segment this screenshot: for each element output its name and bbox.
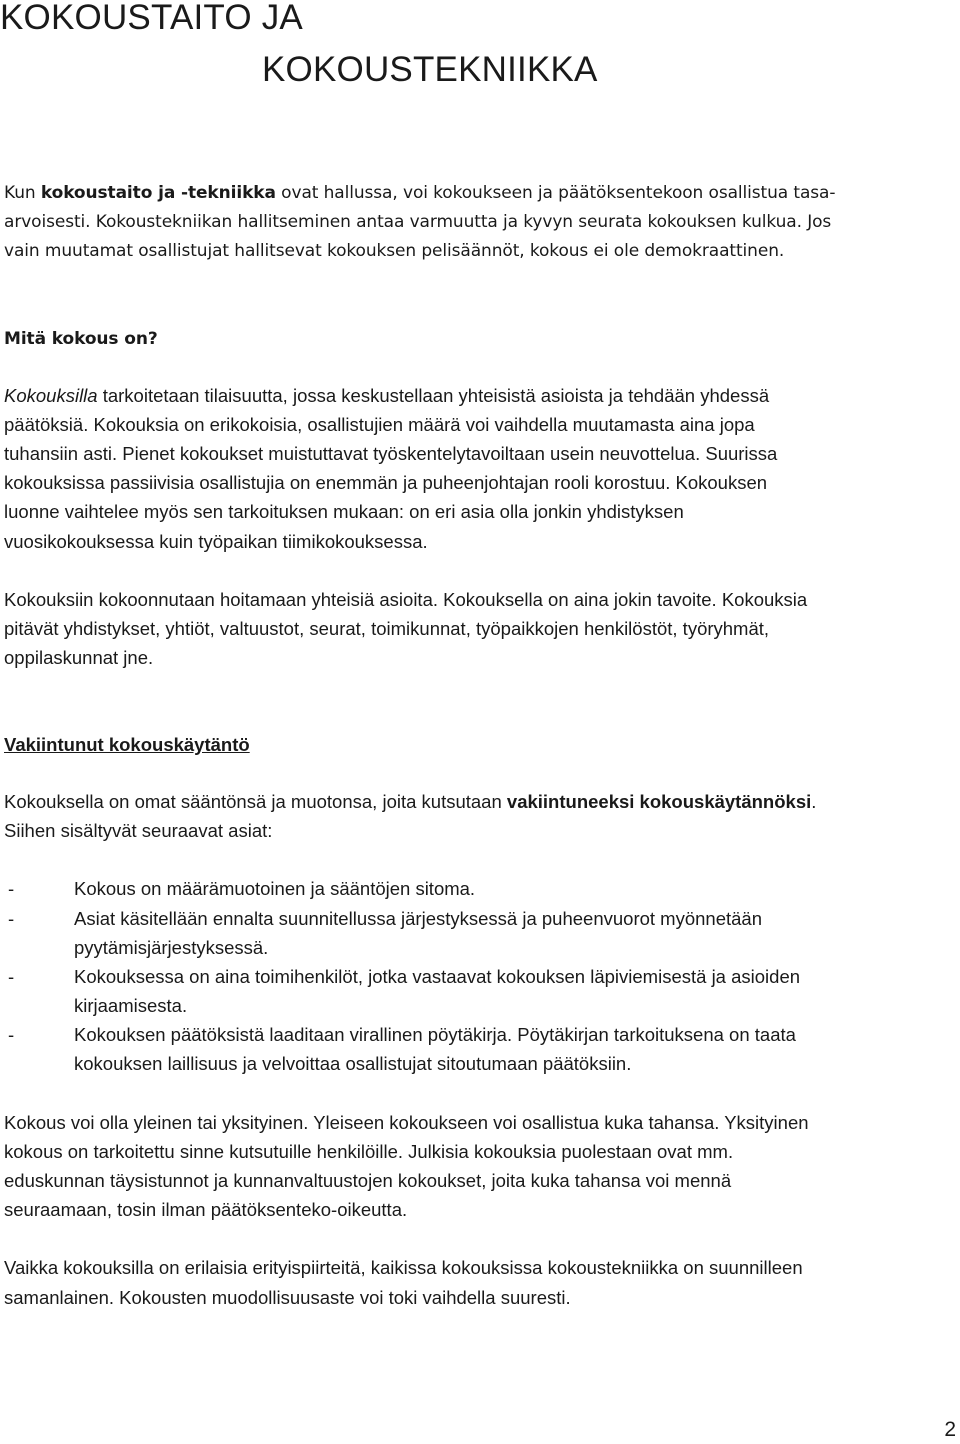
section1-paragraph2-line: oppilaskunnat jne. [4,647,154,668]
paragraph-text: tarkoitetaan tilaisuutta, jossa keskustellaan yhteisistä asioista ja tehdään yhdessä [97,385,770,406]
intro-paragraph-line: vain muutamat osallistujat hallitsevat kokouksen pelisäännöt, kokous ei ole demokraattinen. [4,241,785,261]
intro-paragraph-line: arvoisesti. Kokoustekniikan hallitseminen antaa varmuutta ja kyvyn seurata kokouksen kulkua. Jos [4,212,832,232]
section2-paragraph2-line: Kokous voi olla yleinen tai yksityinen. Yleiseen kokoukseen voi osallistua kuka tahansa. Yksityinen [4,1112,809,1133]
section1-paragraph-line: kokouksissa passiivisia osallistujia on enemmän ja puheenjohtajan rooli korostuu. Kokouksen [4,472,768,493]
intro-bold-term: kokoustaito ja -tekniikka [40,183,276,203]
section1-paragraph-line: tuhansiin asti. Pienet kokoukset muistuttavat työskentelytavoiltaan usein neuvottelua. Suurissa [4,443,778,464]
section-heading-vakiintunut-kokouskaytanto: Vakiintunut kokouskäytäntö [4,734,250,755]
italic-term: Kokouksilla [4,385,98,406]
list-item: Kokouksessa on aina toimihenkilöt, jotka vastaavat kokouksen läpiviemisestä ja asioiden [74,966,801,987]
paragraph-text: Kokouksella on omat sääntönsä ja muotonsa, joita kutsutaan [4,791,507,812]
section1-paragraph2-line: pitävät yhdistykset, yhtiöt, valtuustot, seurat, toimikunnat, työpaikkojen henkilöstöt, työryhmät, [4,618,770,639]
section2-paragraph2-line: kokous on tarkoitettu sinne kutsutuille henkilöille. Julkisia kokouksia puolestaan ovat mm. [4,1141,734,1162]
section2-paragraph2-line: eduskunnan täysistunnot ja kunnanvaltuustojen kokoukset, joita kuka tahansa voi mennä [4,1170,732,1191]
document-title-line-2: KOKOUSTEKNIIKKA [262,50,598,89]
bullet-dash: - [8,878,15,899]
list-item: Kokouksen päätöksistä laaditaan virallinen pöytäkirja. Pöytäkirjan tarkoituksena on taata [74,1024,796,1045]
section1-paragraph-line: vuosikokouksessa kuin työpaikan tiimikokouksessa. [4,531,428,552]
section2-paragraph-line: Siihen sisältyvät seuraavat asiat: [4,820,273,841]
intro-text: Kun [4,183,41,203]
list-item-continuation: kokouksen laillisuus ja velvoittaa osallistujat sitoutumaan päätöksiin. [74,1053,632,1074]
paragraph-text: . [811,791,817,812]
intro-paragraph-line [4,179,835,208]
list-item-continuation: pyytämisjärjestyksessä. [74,937,269,958]
section1-paragraph-line: päätöksiä. Kokouksia on erikokoisia, osallistujien määrä voi vaihdella muutamasta aina jopa [4,414,755,435]
bullet-dash: - [8,966,15,987]
bullet-dash: - [8,908,15,929]
section1-paragraph2-line: Kokouksiin kokoonnutaan hoitamaan yhteisiä asioita. Kokouksella on aina jokin tavoite. Kokouksia [4,589,808,610]
section-heading-mita-kokous-on: Mitä kokous on? [4,329,158,349]
section1-paragraph-line [4,381,769,410]
list-item: Kokous on määrämuotoinen ja sääntöjen sitoma. [74,878,476,899]
section2-paragraph3-line: Vaikka kokouksilla on erilaisia erityispiirteitä, kaikissa kokouksissa kokoustekniikka on suunnilleen [4,1257,803,1278]
page-number: 2 [944,1418,956,1441]
bullet-dash: - [8,1024,15,1045]
list-item: Asiat käsitellään ennalta suunnitellussa järjestyksessä ja puheenvuorot myönnetään [74,908,763,929]
section2-paragraph3-line: samanlainen. Kokousten muodollisuusaste voi toki vaihdella suuresti. [4,1287,571,1308]
section1-paragraph-line: luonne vaihtelee myös sen tarkoituksen mukaan: on eri asia olla jonkin yhdistyksen [4,501,684,522]
document-title-line-1: KOKOUSTAITO JA [0,0,303,37]
intro-text: ovat hallussa, voi kokoukseen ja päätöksentekoon osallistua tasa- [275,183,836,203]
section2-paragraph2-line: seuraamaan, tosin ilman päätöksenteko-oikeutta. [4,1199,408,1220]
section2-paragraph-line [4,787,816,816]
list-item-continuation: kirjaamisesta. [74,995,188,1016]
bold-term: vakiintuneeksi kokouskäytännöksi [506,791,812,812]
